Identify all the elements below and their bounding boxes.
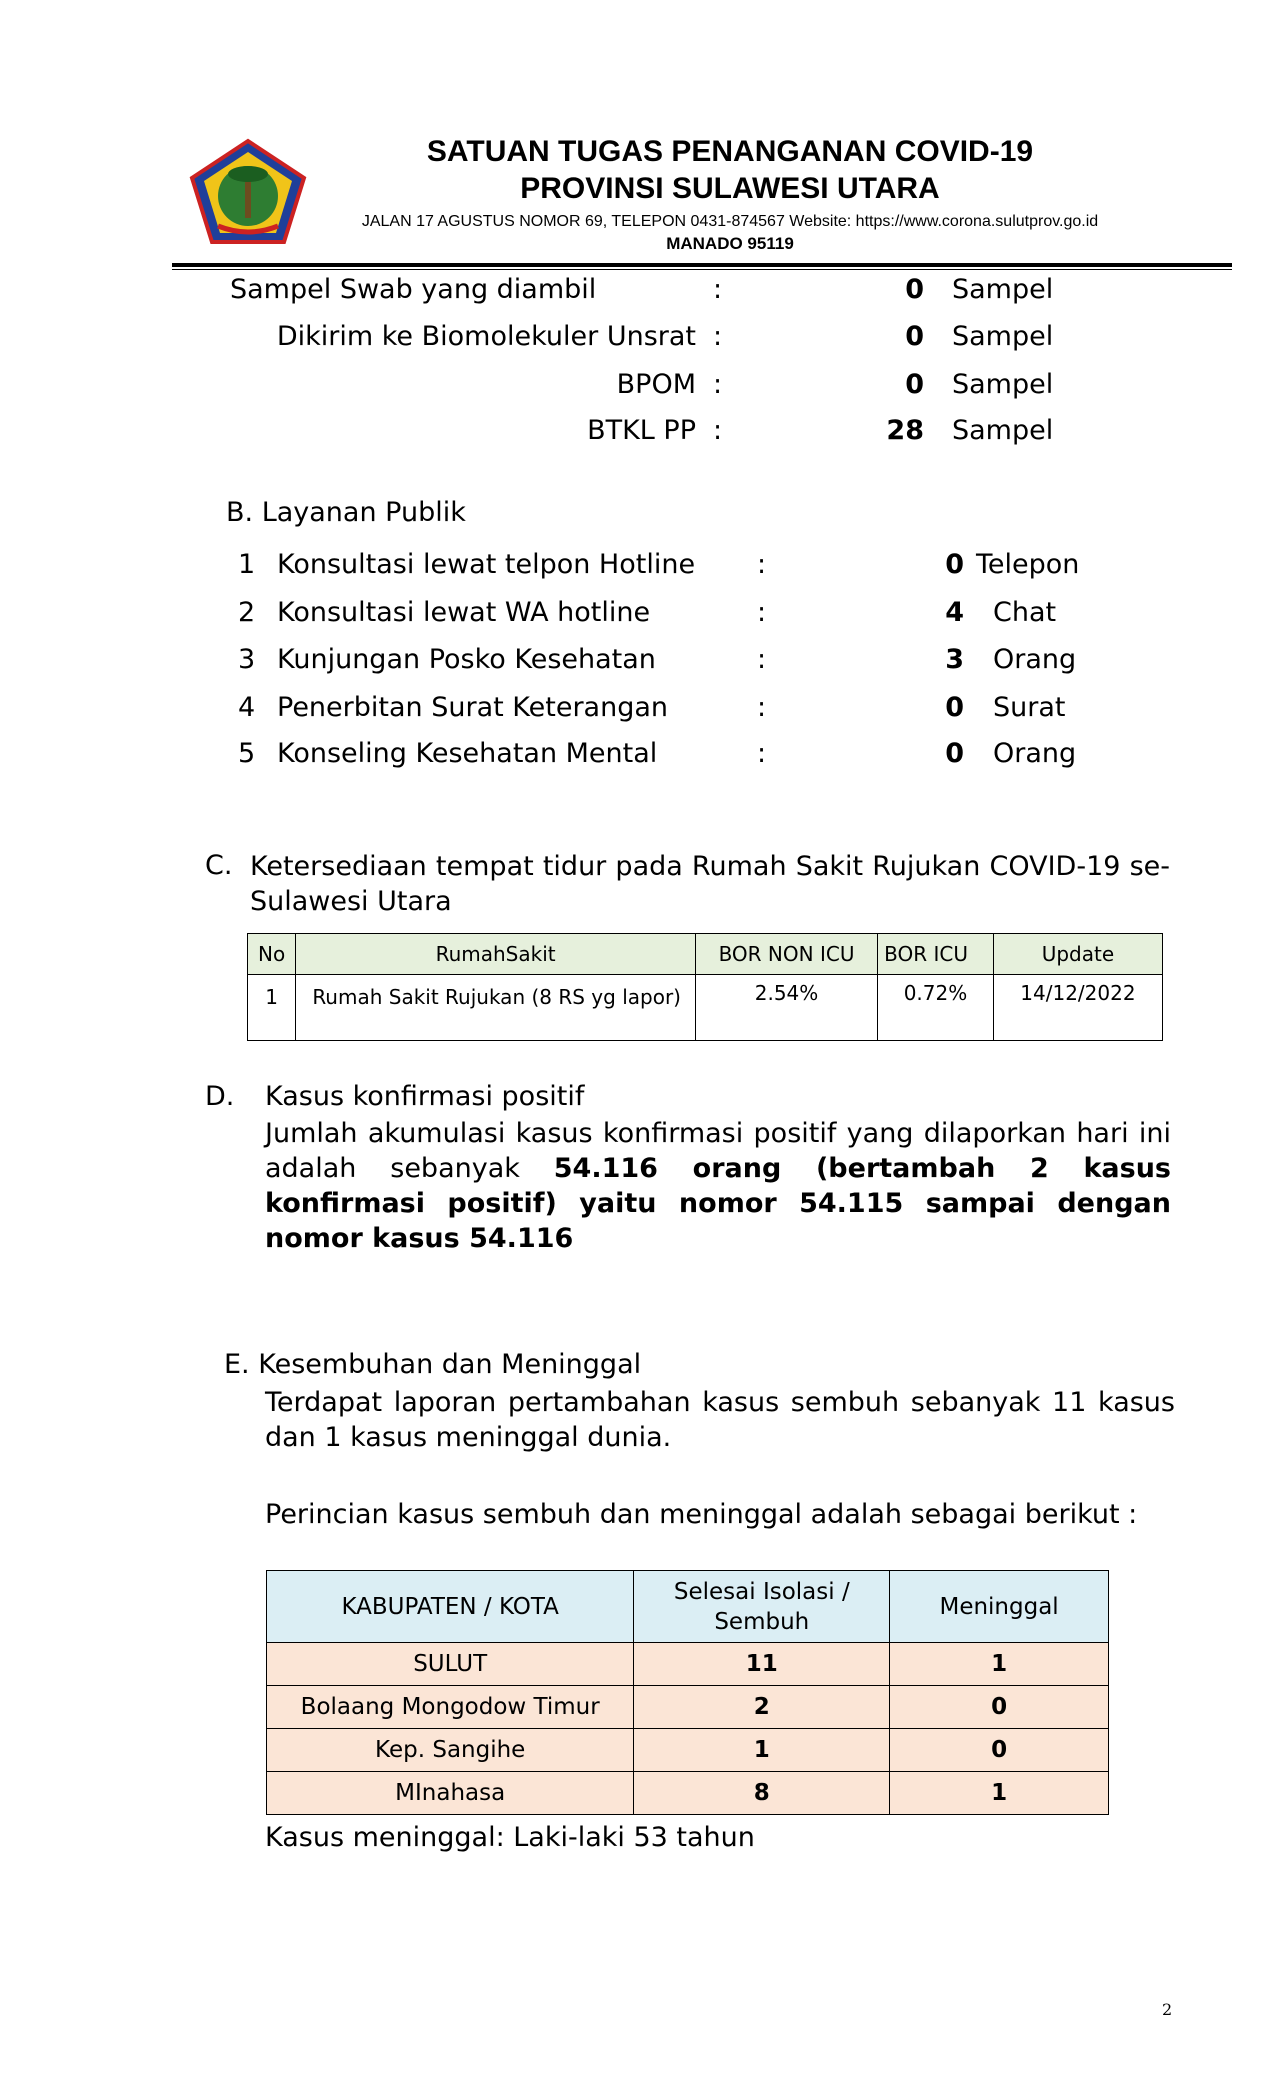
table-header: BOR ICU: [878, 934, 994, 975]
service-sep: :: [757, 597, 767, 628]
service-sep: :: [757, 738, 767, 769]
section-d-text-bold: 54.116 orang (bertambah 2 kasus konfirmasi positif) yaitu nomor 54.115 sampai dengan nomor kasus 54.116: [265, 1153, 1171, 1254]
service-label: Konsultasi lewat telpon Hotline: [277, 549, 696, 580]
page-number: 2: [1162, 2000, 1173, 2019]
header-city: MANADO 95119: [666, 234, 794, 253]
table-row: [267, 1643, 1109, 1686]
section-d-letter: D.: [205, 1081, 235, 1112]
section-b-heading: B. Layanan Publik: [226, 497, 466, 528]
sample-unit: Sampel: [952, 415, 1054, 446]
service-value: 0: [945, 738, 964, 769]
table-cell: Kep. Sangihe: [267, 1729, 634, 1772]
table-cell: MInahasa: [267, 1772, 634, 1815]
table-cell: 0.72%: [878, 975, 994, 1041]
section-c-heading: Ketersediaan tempat tidur pada Rumah Sakit Rujukan COVID-19 se-Sulawesi Utara: [250, 851, 1170, 917]
table-cell: Bolaang Mongodow Timur: [267, 1686, 634, 1729]
table-header: Meninggal: [890, 1571, 1109, 1643]
service-no: 5: [238, 738, 256, 769]
table-cell: 14/12/2022: [993, 975, 1162, 1041]
sample-sep: :: [713, 274, 723, 305]
table-header: RumahSakit: [296, 934, 696, 975]
table-cell: 8: [634, 1772, 890, 1815]
sample-value: 0: [905, 321, 924, 352]
table-row: [267, 1772, 1109, 1815]
table-cell: 1: [248, 975, 296, 1041]
header-rule: [172, 263, 1232, 267]
service-no: 2: [238, 597, 256, 628]
service-unit: Surat: [993, 692, 1066, 723]
service-label: Konseling Kesehatan Mental: [277, 738, 658, 769]
section-e-intro: Perincian kasus sembuh dan meninggal adalah sebagai berikut :: [265, 1499, 1138, 1530]
sample-label: BTKL PP: [587, 415, 696, 446]
service-unit: Orang: [993, 738, 1077, 769]
table-cell: Rumah Sakit Rujukan (8 RS yg lapor): [296, 975, 696, 1041]
table-cell: 0: [890, 1729, 1109, 1772]
sample-label: Sampel Swab yang diambil: [230, 274, 597, 305]
service-unit: Chat: [993, 597, 1057, 628]
header-rule-thin: [172, 269, 1232, 270]
service-sep: :: [757, 644, 767, 675]
table-cell: 1: [634, 1729, 890, 1772]
recovery-death-table: [266, 1570, 1109, 1815]
header-title-1: SATUAN TUGAS PENANGANAN COVID-19: [426, 135, 1034, 168]
service-sep: :: [757, 692, 767, 723]
service-value: 0: [945, 549, 964, 580]
table-header: Update: [993, 934, 1162, 975]
sample-unit: Sampel: [952, 274, 1054, 305]
sample-unit: Sampel: [952, 369, 1054, 400]
section-d-text: Jumlah akumulasi kasus konfirmasi positif yang dilaporkan hari ini adalah sebanyak: [265, 1118, 1171, 1184]
service-sep: :: [757, 549, 767, 580]
bed-availability-table: [247, 933, 1163, 1041]
sample-value: 0: [905, 369, 924, 400]
table-cell: 1: [890, 1643, 1109, 1686]
province-logo: [188, 138, 308, 248]
service-no: 3: [238, 644, 256, 675]
sample-label: Dikirim ke Biomolekuler Unsrat: [276, 321, 696, 352]
section-e-heading: E. Kesembuhan dan Meninggal: [224, 1349, 642, 1380]
sample-sep: :: [713, 321, 723, 352]
service-label: Penerbitan Surat Keterangan: [277, 692, 669, 723]
service-no: 4: [238, 692, 256, 723]
table-cell: 0: [890, 1686, 1109, 1729]
table-cell: 11: [634, 1643, 890, 1686]
table-header: Selesai Isolasi / Sembuh: [634, 1571, 890, 1643]
service-value: 4: [945, 597, 964, 628]
sample-value: 28: [886, 415, 924, 446]
table-cell: 1: [890, 1772, 1109, 1815]
sample-sep: :: [713, 369, 723, 400]
section-c-letter: C.: [205, 850, 233, 881]
service-value: 3: [945, 644, 964, 675]
table-header: No: [248, 934, 296, 975]
table-cell: 2: [634, 1686, 890, 1729]
table-row: [267, 1729, 1109, 1772]
sample-unit: Sampel: [952, 321, 1054, 352]
table-header: BOR NON ICU: [695, 934, 877, 975]
table-cell: 2.54%: [695, 975, 877, 1041]
sample-value: 0: [905, 274, 924, 305]
section-e-paragraph: Terdapat laporan pertambahan kasus sembuh sebanyak 11 kasus dan 1 kasus meninggal dunia.: [265, 1387, 1175, 1453]
sample-sep: :: [713, 415, 723, 446]
table-row: [248, 975, 1163, 1041]
table-header: KABUPATEN / KOTA: [267, 1571, 634, 1643]
header-title-2: PROVINSI SULAWESI UTARA: [520, 172, 940, 205]
sample-label: BPOM: [616, 369, 696, 400]
table-row: [267, 1686, 1109, 1729]
service-label: Konsultasi lewat WA hotline: [277, 597, 651, 628]
header-address: JALAN 17 AGUSTUS NOMOR 69, TELEPON 0431-874567 Website: https://www.corona.sulutprov.go.id: [361, 213, 1099, 230]
section-d-paragraph: [265, 1116, 1171, 1256]
service-label: Kunjungan Posko Kesehatan: [277, 644, 656, 675]
service-unit: Orang: [993, 644, 1077, 675]
service-value: 0: [945, 692, 964, 723]
death-note: Kasus meninggal: Laki-laki 53 tahun: [265, 1822, 755, 1853]
service-unit: Telepon: [976, 549, 1080, 580]
service-no: 1: [238, 549, 256, 580]
table-cell: SULUT: [267, 1643, 634, 1686]
section-d-heading: Kasus konfirmasi positif: [265, 1081, 585, 1112]
